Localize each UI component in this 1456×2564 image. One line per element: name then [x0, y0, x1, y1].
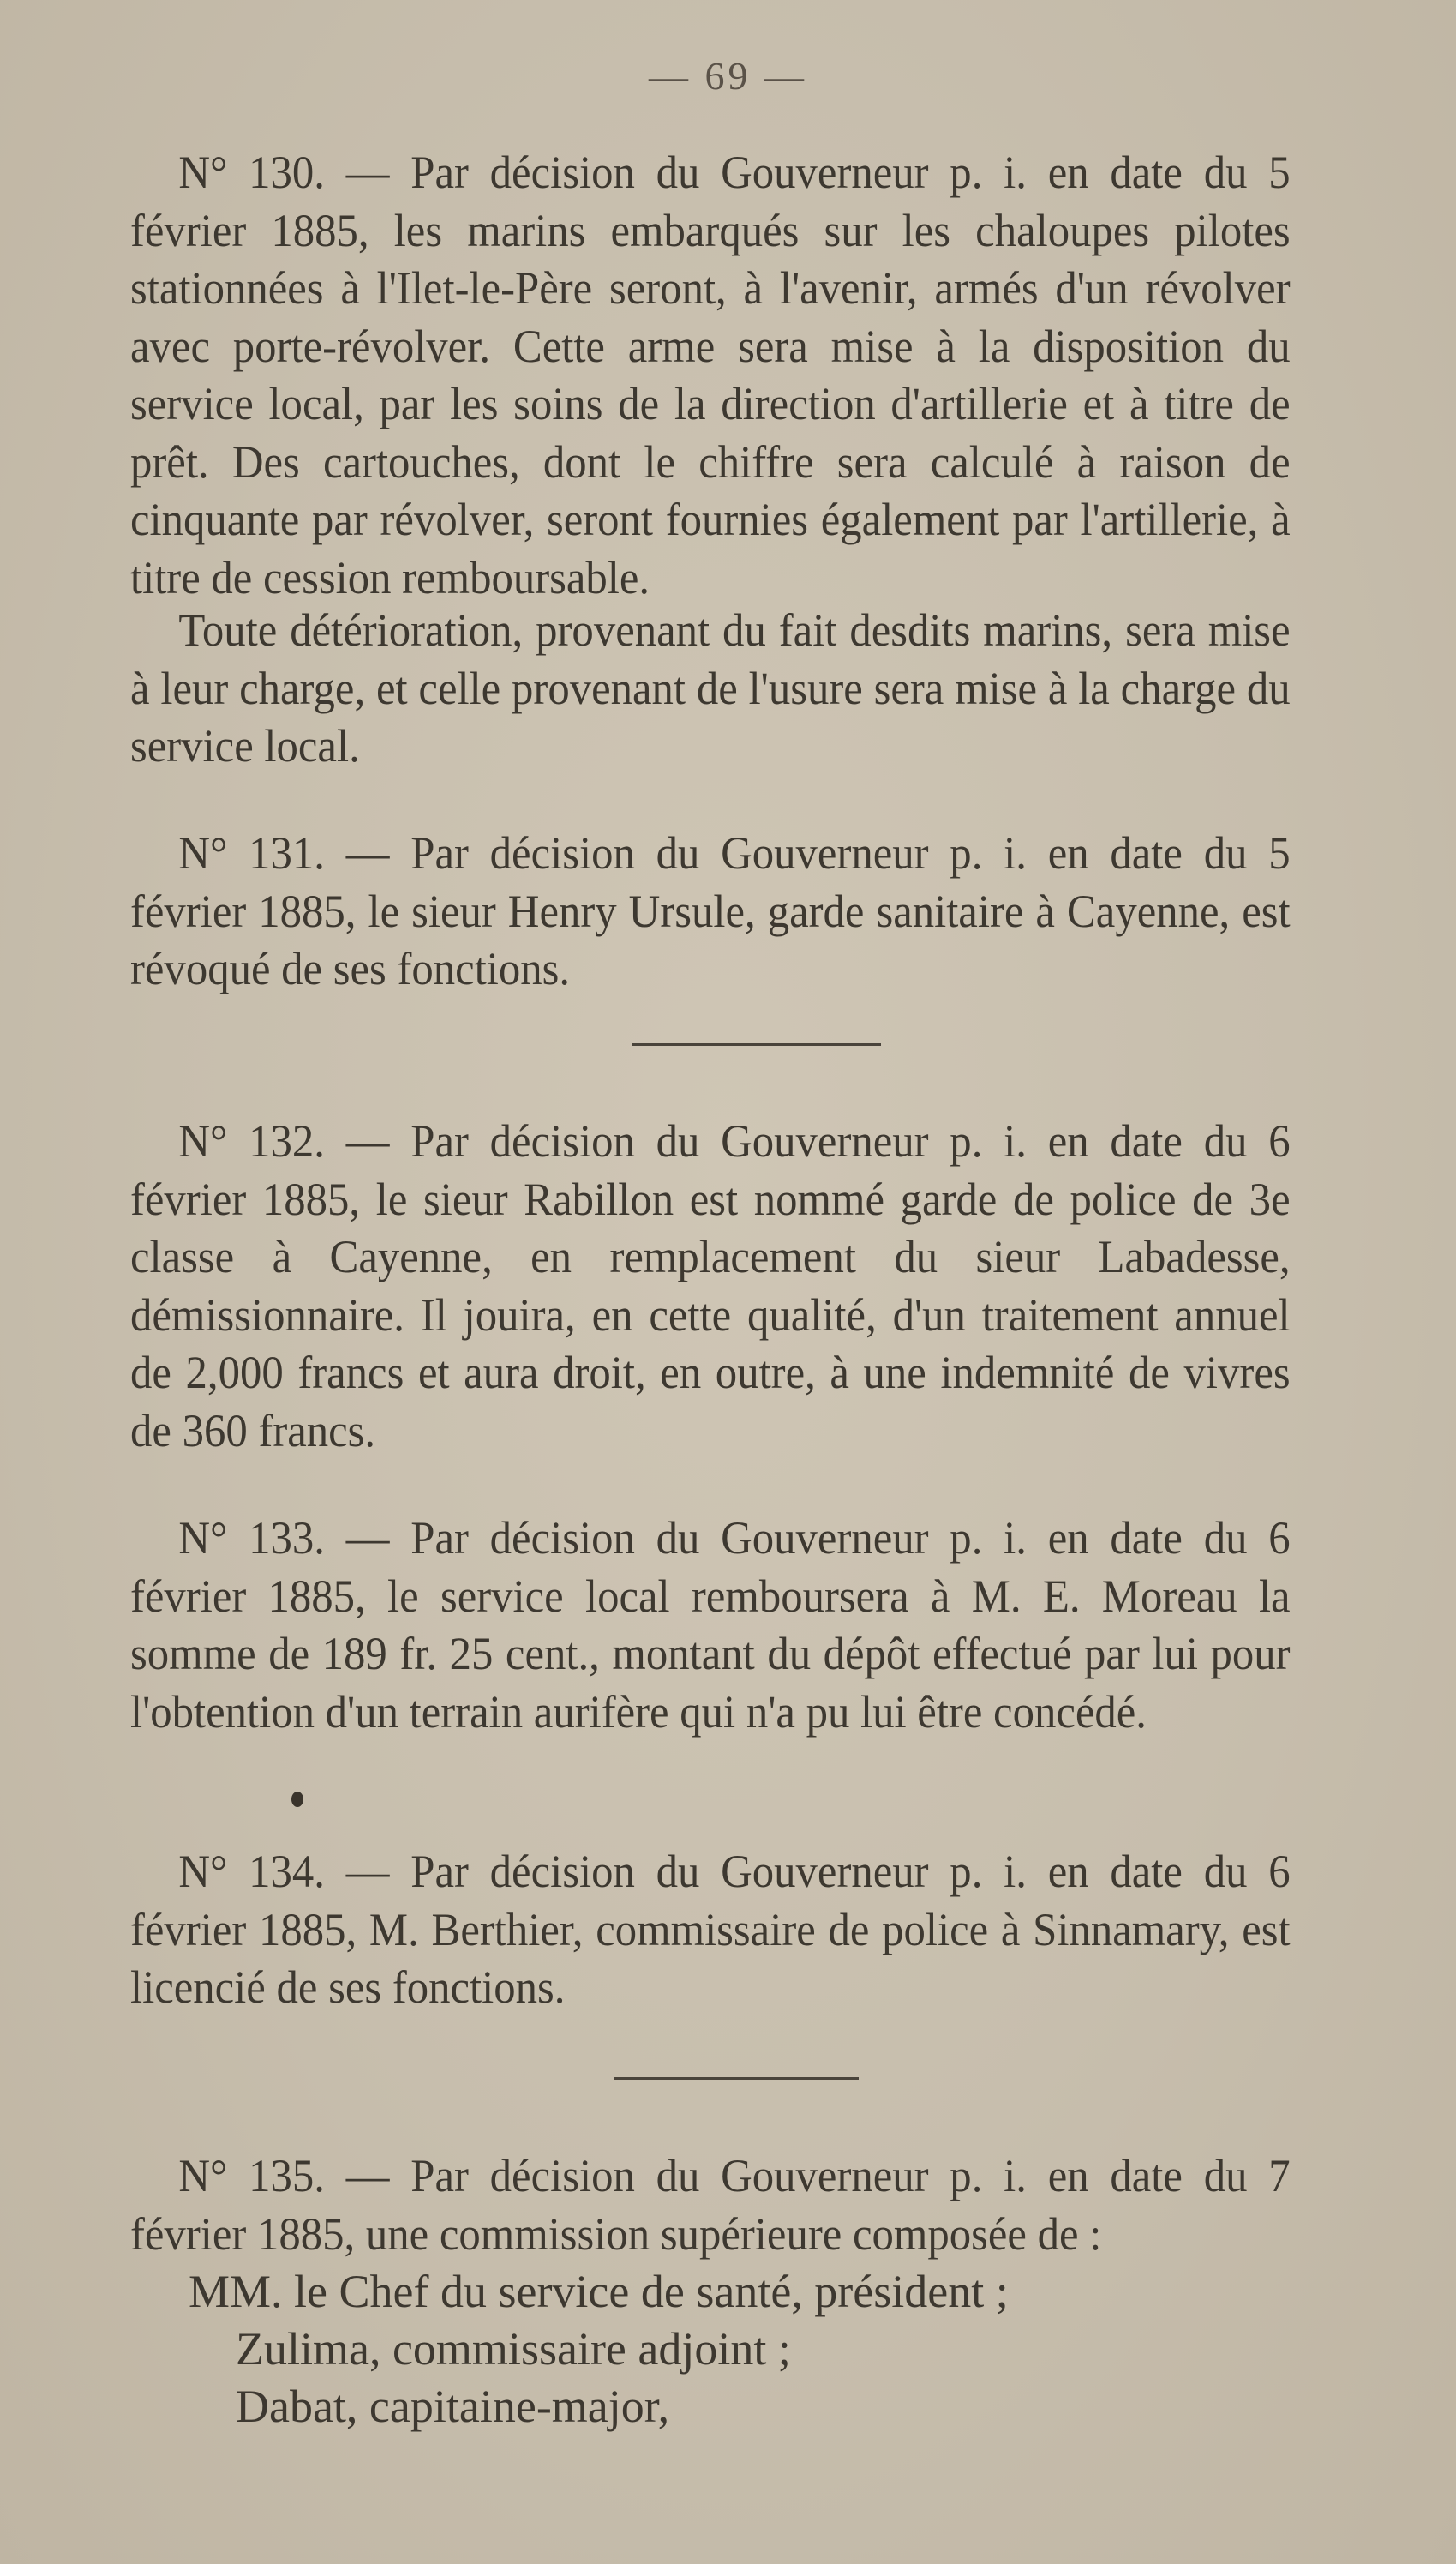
decision-135-paragraph: N° 135. — Par décision du Gouverneur p. i. en date du 7 février 1885, une commission supérieure composée de :: [130, 2150, 1291, 2260]
ink-spot: [291, 1792, 303, 1807]
decision-132-paragraph: N° 132. — Par décision du Gouverneur p. i. en date du 6 février 1885, le sieur Rabillon est nommé garde de police de 3e classe à Cayenne, en remplacement du sieur Labadesse, démissionnaire. Il jouira, en cette qualité, d'un traitement annuel de 2,000 francs et aura droit, en outre, à une indemnité de vivres de 360 francs.: [130, 1115, 1291, 1456]
decision-133-paragraph: N° 133. — Par décision du Gouverneur p. i. en date du 6 février 1885, le service local remboursera à M. E. Moreau la somme de 189 fr. 25 cent., montant du dépôt effectué par lui pour l'obtention d'un terrain aurifère qui n'a pu lui être concédé.: [130, 1512, 1291, 1738]
section-divider-2: [614, 2077, 859, 2080]
decision-130-paragraph: N° 130. — Par décision du Gouverneur p. i. en date du 5 février 1885, les marins embarqués sur les chaloupes pilotes stationnées à l'Ilet-le-Père seront, à l'avenir, armés d'un révolver avec porte-révolver. Cette arme sera mise à la disposition du service local, par les soins de la direction d'artillerie et à titre de prêt. Des cartouches, dont le chiffre sera calculé à raison de cinquante par révolver, seront fournies également par l'artillerie, à titre de cession remboursable.: [130, 147, 1291, 603]
commission-member-3: Dabat, capitaine-major,: [236, 2381, 670, 2432]
section-divider: [632, 1043, 881, 1046]
commission-member-1: MM. le Chef du service de santé, président ;: [189, 2266, 1009, 2317]
commission-member-2: Zulima, commissaire adjoint ;: [236, 2323, 791, 2375]
page-number: — 69 —: [649, 54, 807, 98]
decision-131-paragraph: N° 131. — Par décision du Gouverneur p. i. en date du 5 février 1885, le sieur Henry Ursule, garde sanitaire à Cayenne, est révoqué de ses fonctions.: [130, 827, 1291, 994]
decision-134-paragraph: N° 134. — Par décision du Gouverneur p. i. en date du 6 février 1885, M. Berthier, commissaire de police à Sinnamary, est licencié de ses fonctions.: [130, 1846, 1291, 2013]
decision-130-paragraph-2: Toute détérioration, provenant du fait desdits marins, sera mise à leur charge, et celle provenant de l'usure sera mise à la charge du service local.: [130, 604, 1291, 772]
